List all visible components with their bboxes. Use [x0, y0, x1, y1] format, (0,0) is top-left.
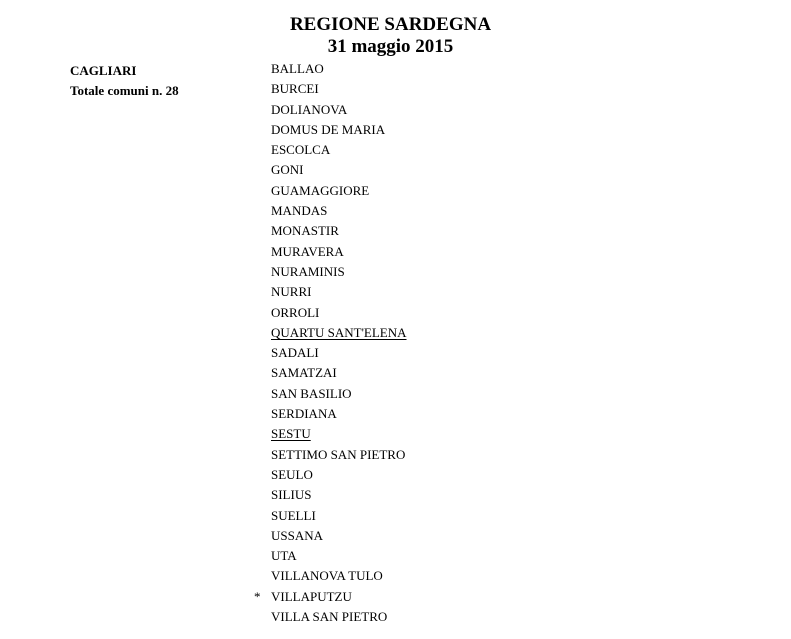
comune-item — [271, 343, 407, 363]
comune-item — [271, 59, 407, 79]
comune-item — [271, 445, 407, 465]
comune-name: SILIUS — [271, 487, 312, 503]
province-name: CAGLIARI — [70, 63, 137, 78]
comune-name: SEULO — [271, 466, 313, 482]
comune-name: ORROLI — [271, 304, 320, 320]
document-date: 31 maggio 2015 — [327, 36, 454, 57]
comune-item — [271, 363, 407, 383]
comune-name: SUELLI — [271, 507, 316, 523]
comune-item — [271, 262, 407, 282]
comune-name: ESCOLCA — [271, 142, 331, 158]
comune-name: BALLAO — [271, 61, 324, 76]
comune-name: UTA — [271, 548, 297, 564]
comune-item — [271, 566, 407, 586]
comune-item — [271, 323, 407, 343]
province-total: Totale comuni n. 28 — [70, 83, 179, 99]
comune-item — [271, 485, 407, 505]
asterisk-marker: * — [254, 588, 261, 604]
comune-item — [271, 506, 407, 526]
comune-name: SESTU — [271, 426, 311, 442]
comune-item — [271, 526, 407, 546]
comune-name: GONI — [271, 162, 304, 178]
comune-name: VILLANOVA TULO — [271, 568, 383, 584]
comune-name: NURRI — [271, 284, 312, 300]
comune-name: MANDAS — [271, 203, 328, 219]
comune-item — [271, 465, 407, 485]
comune-name: VILLA SAN PIETRO — [271, 609, 388, 625]
document-title: REGIONE SARDEGNA — [289, 14, 492, 35]
comune-name: SAN BASILIO — [271, 385, 352, 401]
comune-item — [271, 282, 407, 302]
comune-name: USSANA — [271, 527, 324, 543]
comune-item — [271, 221, 407, 241]
comune-item — [271, 607, 407, 627]
comune-item — [271, 181, 407, 201]
comune-item — [271, 120, 407, 140]
comune-item — [271, 404, 407, 424]
comune-item — [271, 242, 407, 262]
comune-name: GUAMAGGIORE — [271, 182, 370, 198]
comune-name: SERDIANA — [271, 406, 337, 422]
comuni-list — [254, 59, 407, 627]
comune-item — [271, 160, 407, 180]
comune-item — [271, 424, 407, 444]
comune-name: VILLAPUTZU — [271, 588, 352, 604]
comune-name: MONASTIR — [271, 223, 339, 239]
comune-item — [271, 384, 407, 404]
comune-name: DOLIANOVA — [271, 101, 348, 117]
comune-name: SAMATZAI — [271, 365, 337, 381]
comune-item — [271, 100, 407, 120]
comune-item — [271, 79, 407, 99]
comune-item — [271, 140, 407, 160]
comune-name: DOMUS DE MARIA — [271, 121, 386, 137]
comune-name: SETTIMO SAN PIETRO — [271, 446, 406, 462]
comune-name: BURCEI — [271, 81, 319, 97]
comune-item — [271, 303, 407, 323]
comune-name: NURAMINIS — [271, 263, 345, 279]
comune-name: MURAVERA — [271, 243, 344, 259]
comune-item — [271, 201, 407, 221]
comune-item — [254, 587, 407, 607]
comune-name: SADALI — [271, 345, 319, 361]
comune-name: QUARTU SANT'ELENA — [271, 324, 407, 340]
comune-item — [271, 546, 407, 566]
province-block — [70, 61, 179, 102]
